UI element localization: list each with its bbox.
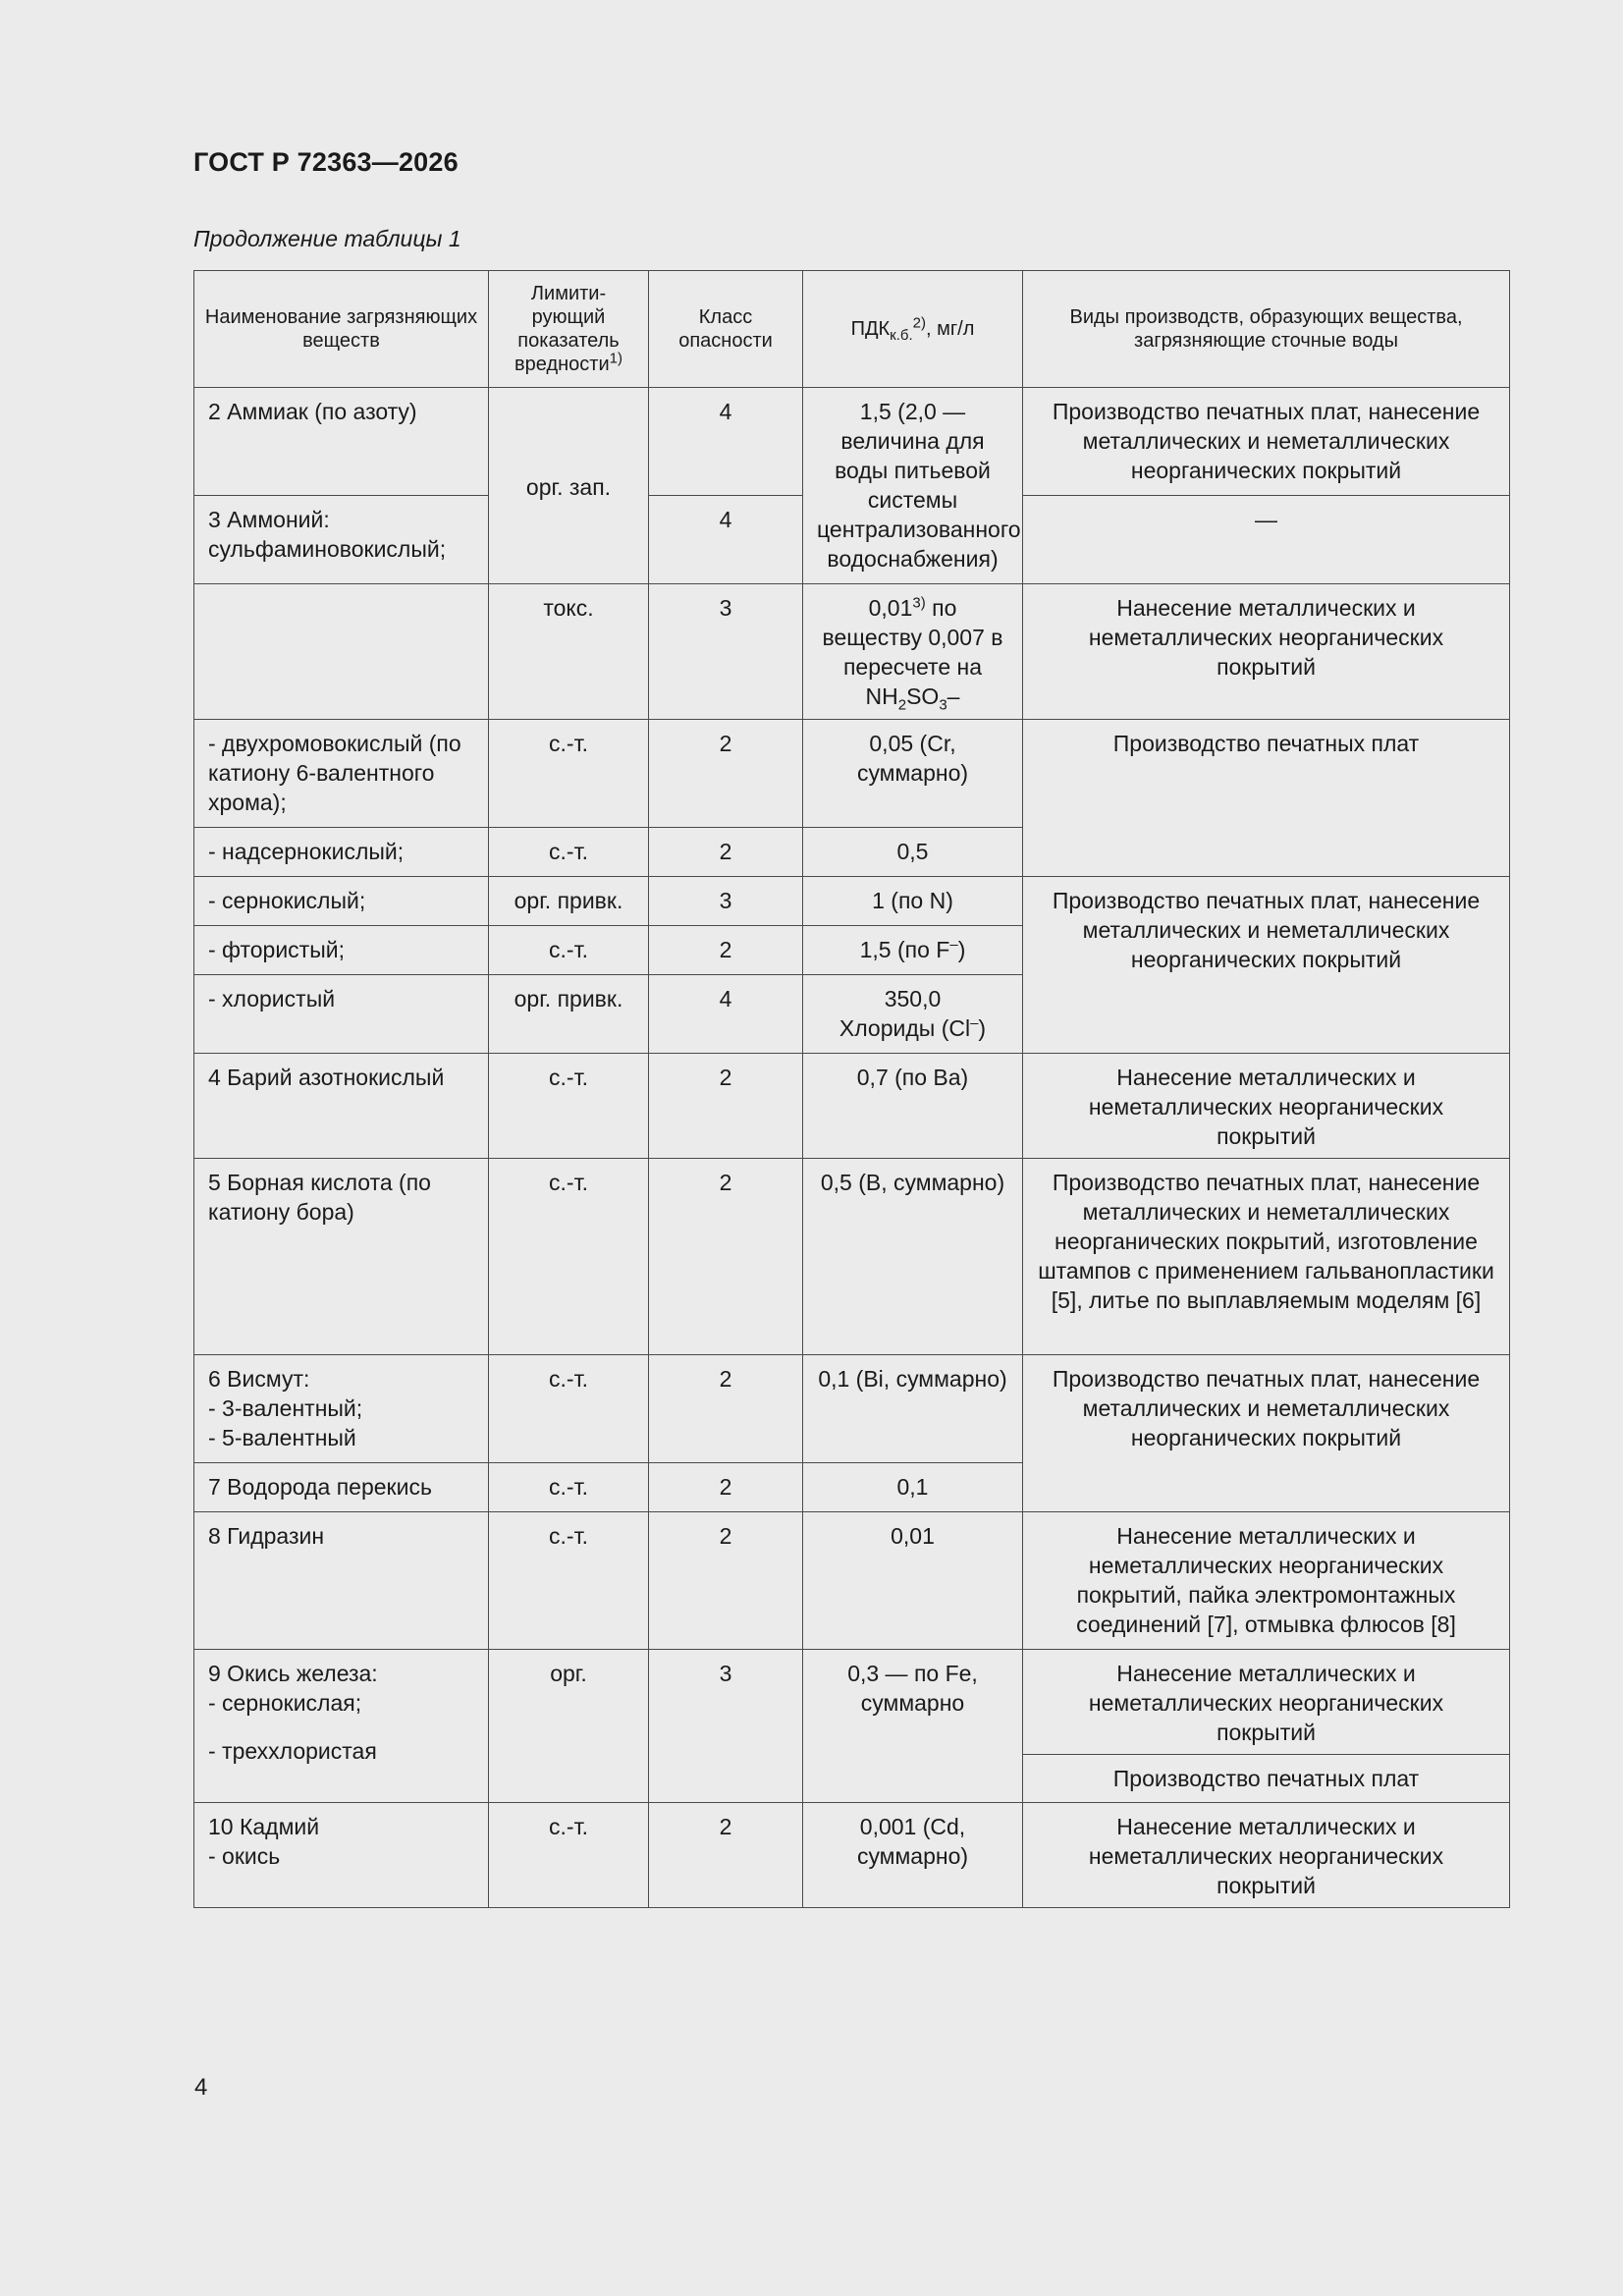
- cell-kinds: Производство печатных плат: [1023, 720, 1510, 877]
- cell-name: [194, 584, 489, 720]
- cell-pdk: [803, 975, 1023, 1054]
- formula-part: SO: [906, 683, 940, 709]
- cell-class: 2: [649, 828, 803, 877]
- ammonium-title: 3 Аммоний:: [208, 507, 330, 532]
- cell-pdk: 0,01: [803, 1512, 1023, 1650]
- header-hazard-class: Класс опасности: [649, 271, 803, 388]
- table-row: [194, 877, 1510, 926]
- table-row: [194, 720, 1510, 828]
- cell-pdk: 1,5 (2,0 — величина для воды питьевой системы централизованного водоснабжения): [803, 388, 1023, 584]
- table-header-row: [194, 271, 1510, 388]
- table-row: [194, 584, 1510, 720]
- cell-class: 3: [649, 1650, 803, 1803]
- bismuth-3: - 3-валентный;: [208, 1395, 363, 1421]
- table-row: [194, 1803, 1510, 1908]
- pollutants-table: [193, 270, 1510, 1908]
- toks-pdk-text: по веществу 0,007 в пересчете на NH: [822, 595, 1003, 709]
- header-pdk-sub: к.б.: [890, 327, 913, 344]
- cell-pdk: 0,5 (B, суммарно): [803, 1159, 1023, 1355]
- cadmium-oxide: - окись: [208, 1843, 281, 1869]
- iron-title: 9 Окись железа:: [208, 1661, 378, 1686]
- toks-pdk-value: 0,01: [868, 595, 913, 621]
- cell-pdk: 0,7 (по Ba): [803, 1054, 1023, 1159]
- cell-kinds: Производство печатных плат, нанесение металлических и неметаллических неорганических покрытий: [1023, 388, 1510, 496]
- cell-name: - надсернокислый;: [194, 828, 489, 877]
- table-row: [194, 388, 1510, 496]
- chlor-pdk-note: [817, 1013, 1008, 1043]
- cell-limit: с.-т.: [489, 828, 649, 877]
- cell-pdk: 0,05 (Cr, суммарно): [803, 720, 1023, 828]
- bismuth-title: 6 Висмут:: [208, 1366, 310, 1392]
- cell-class: 2: [649, 1054, 803, 1159]
- cadmium-title: 10 Кадмий: [208, 1814, 320, 1839]
- cell-limit: с.-т.: [489, 1463, 649, 1512]
- header-limit-line-3: показатель: [517, 330, 620, 352]
- cell-name: [194, 496, 489, 584]
- cell-limit: с.-т.: [489, 1159, 649, 1355]
- cell-class: 4: [649, 496, 803, 584]
- cell-kinds: Нанесение металлических и неметаллических неорганических покрытий: [1023, 1650, 1510, 1755]
- cell-limit: токс.: [489, 584, 649, 720]
- cell-name: [194, 1650, 489, 1803]
- cell-limit: с.-т.: [489, 926, 649, 975]
- formula-charge: –: [947, 683, 960, 709]
- header-name: Наименование загрязняющих веществ: [194, 271, 489, 388]
- table-row: [194, 1054, 1510, 1159]
- header-limit-word: вредности: [514, 354, 610, 375]
- header-production-kinds: Виды производств, образующих вещества, загрязняющие сточные воды: [1023, 271, 1510, 388]
- bismuth-5: - 5-валентный: [208, 1425, 356, 1450]
- cell-name: 7 Водорода перекись: [194, 1463, 489, 1512]
- cell-class: 2: [649, 720, 803, 828]
- cell-kinds: Производство печатных плат: [1023, 1755, 1510, 1803]
- fluor-pdk-close: ): [957, 937, 966, 962]
- cell-pdk: 0,001 (Cd, суммарно): [803, 1803, 1023, 1908]
- cell-class: 2: [649, 1355, 803, 1463]
- cell-limit: с.-т.: [489, 1803, 649, 1908]
- header-limit-line-2: рующий: [531, 306, 606, 328]
- cell-pdk: 0,1: [803, 1463, 1023, 1512]
- chlor-pdk-close: ): [978, 1015, 987, 1041]
- cell-name: - фтористый;: [194, 926, 489, 975]
- cell-kinds: Нанесение металлических и неметаллических неорганических покрытий: [1023, 1803, 1510, 1908]
- iron-chloride: - треххлористая: [208, 1738, 377, 1764]
- cell-kinds: Нанесение металлических и неметаллических неорганических покрытий: [1023, 1054, 1510, 1159]
- cell-name: 5 Борная кислота (по катиону бора): [194, 1159, 489, 1355]
- ammonium-sulfamate: сульфаминовокислый;: [208, 536, 447, 562]
- ion-charge: –: [970, 1014, 979, 1032]
- cell-class: 2: [649, 1463, 803, 1512]
- cell-pdk: 0,1 (Bi, суммарно): [803, 1355, 1023, 1463]
- table-row: [194, 1650, 1510, 1755]
- cell-limit: орг. привк.: [489, 877, 649, 926]
- footnote-2-mark: 2): [912, 314, 927, 332]
- header-limit-line-4: [497, 350, 640, 376]
- cell-class: 4: [649, 975, 803, 1054]
- cell-kinds: Нанесение металлических и неметаллических неорганических покрытий: [1023, 584, 1510, 720]
- table-row: [194, 1159, 1510, 1355]
- formula-sub: 3: [939, 696, 947, 714]
- cell-name: 2 Аммиак (по азоту): [194, 388, 489, 496]
- chlor-pdk-value: 350,0: [884, 986, 942, 1011]
- cell-limit: орг. привк.: [489, 975, 649, 1054]
- cell-pdk: [803, 584, 1023, 720]
- table-continuation-caption: Продолжение таблицы 1: [193, 226, 461, 251]
- cell-name: - хлористый: [194, 975, 489, 1054]
- cell-limit: орг. зап.: [489, 388, 649, 584]
- cell-name: - сернокислый;: [194, 877, 489, 926]
- cell-class: 2: [649, 1159, 803, 1355]
- cell-class: 3: [649, 584, 803, 720]
- cell-name: 4 Барий азотнокислый: [194, 1054, 489, 1159]
- cell-limit: с.-т.: [489, 1512, 649, 1650]
- cell-name: [194, 1355, 489, 1463]
- page-number: 4: [194, 2074, 208, 2101]
- cell-kinds: Производство печатных плат, нанесение металлических и неметаллических неорганических покрытий, изготовление штампов с применением гальванопластики [5], литье по выплавляемым моделям [6]: [1023, 1159, 1510, 1355]
- document-id: ГОСТ Р 72363—2026: [193, 147, 459, 177]
- cell-limit: с.-т.: [489, 720, 649, 828]
- footnote-3-mark: 3): [912, 594, 926, 612]
- cell-pdk: 0,3 — по Fe, суммарно: [803, 1650, 1023, 1803]
- table-row: [194, 1512, 1510, 1650]
- cell-limit: орг.: [489, 1650, 649, 1803]
- header-limit: [489, 271, 649, 388]
- chlor-pdk-text: Хлориды (Cl: [839, 1015, 971, 1041]
- cell-kinds: Нанесение металлических и неметаллических неорганических покрытий, пайка электромонтажных соединений [7], отмывка флюсов [8]: [1023, 1512, 1510, 1650]
- cell-limit: с.-т.: [489, 1054, 649, 1159]
- cell-class: 4: [649, 388, 803, 496]
- footnote-1-mark: 1): [609, 350, 622, 367]
- cell-name: - двухромовокислый (по катиону 6-валентного хрома);: [194, 720, 489, 828]
- cell-name: 8 Гидразин: [194, 1512, 489, 1650]
- cell-class: 2: [649, 1512, 803, 1650]
- cell-pdk: 1 (по N): [803, 877, 1023, 926]
- header-pdk-main: ПДК: [850, 318, 891, 340]
- cell-pdk: [803, 926, 1023, 975]
- ion-charge: –: [949, 936, 958, 954]
- cell-class: 2: [649, 926, 803, 975]
- cell-kinds: Производство печатных плат, нанесение металлических и неметаллических неорганических покрытий: [1023, 877, 1510, 1054]
- cell-class: 3: [649, 877, 803, 926]
- header-limit-line-1: Лимити-: [530, 283, 607, 304]
- cell-kinds: Производство печатных плат, нанесение металлических и неметаллических неорганических покрытий: [1023, 1355, 1510, 1512]
- cell-kinds: —: [1023, 496, 1510, 584]
- cell-pdk: 0,5: [803, 828, 1023, 877]
- header-pdk-unit: , мг/л: [926, 318, 975, 340]
- table-row: [194, 1355, 1510, 1463]
- cell-limit: с.-т.: [489, 1355, 649, 1463]
- cell-class: 2: [649, 1803, 803, 1908]
- formula-sub: 2: [897, 696, 907, 714]
- header-pdk: [803, 271, 1023, 388]
- fluor-pdk-text: 1,5 (по F: [859, 937, 950, 962]
- cell-name: [194, 1803, 489, 1908]
- iron-sulfate: - сернокислая;: [208, 1690, 362, 1716]
